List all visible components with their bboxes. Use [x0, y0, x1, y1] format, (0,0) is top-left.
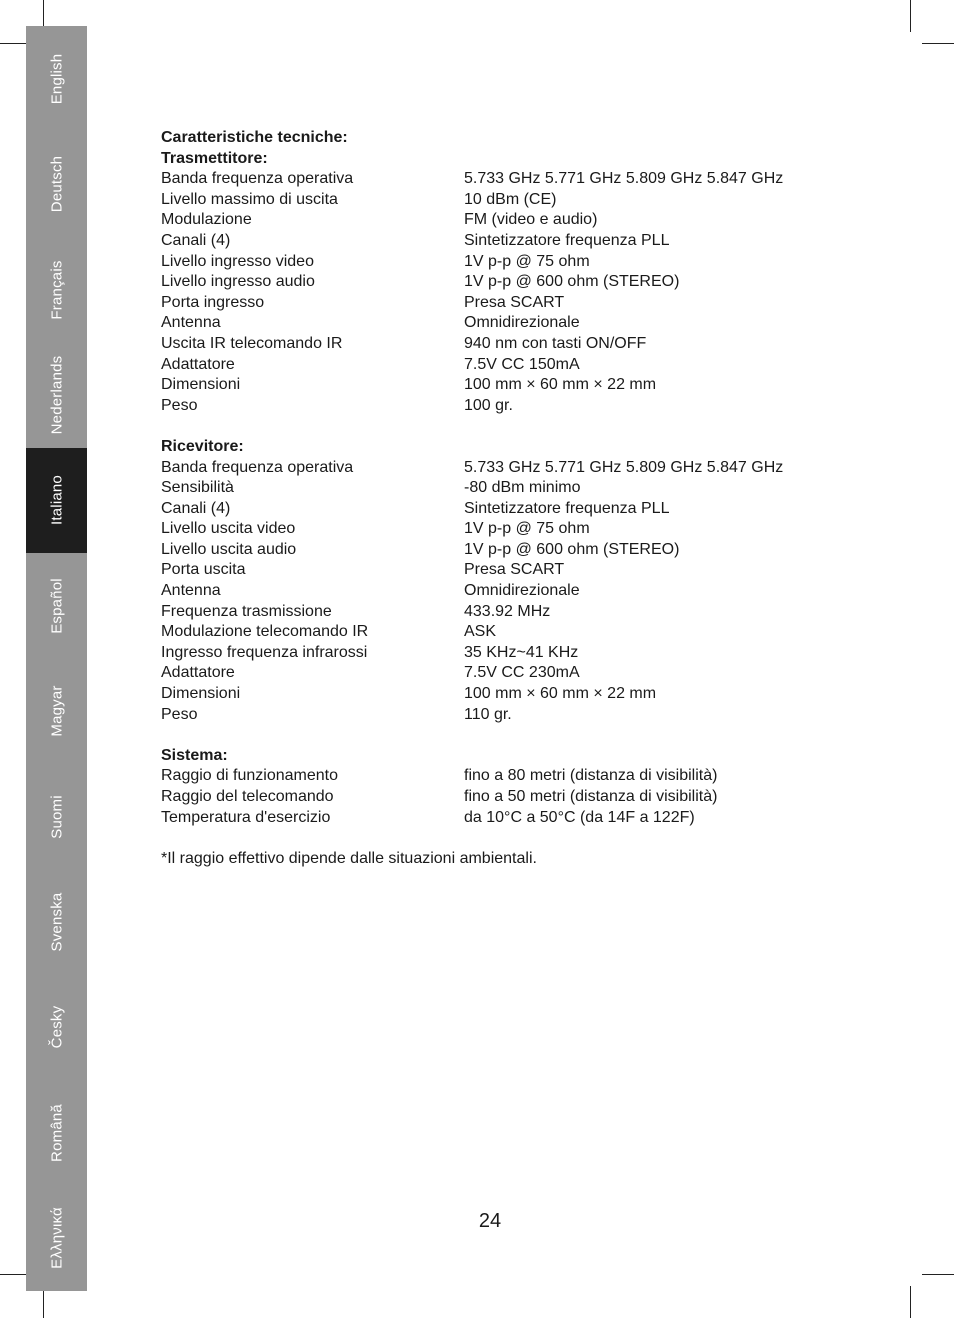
spec-label: Livello uscita video: [161, 520, 296, 538]
spec-document: [161, 128, 861, 869]
lang-tab-label: Svenska: [48, 892, 65, 952]
spec-row: [161, 231, 861, 252]
spec-row: [161, 622, 861, 643]
spec-label: Livello uscita audio: [161, 540, 297, 558]
spec-row: [161, 252, 861, 273]
lang-tab-9[interactable]: [26, 975, 87, 1080]
lang-tab-3[interactable]: [26, 342, 87, 447]
spec-row: [161, 458, 861, 479]
lang-tab-label: Nederlands: [48, 355, 65, 435]
spec-value: 7.5V CC 150mA: [464, 355, 580, 373]
spec-label: Sensibilità: [161, 479, 234, 497]
crop-mark: [922, 43, 954, 44]
spec-value: 5.733 GHz 5.771 GHz 5.809 GHz 5.847 GHz: [464, 170, 784, 188]
document-heading: Caratteristiche tecniche:: [161, 129, 348, 146]
section-title: Sistema:: [161, 746, 228, 764]
spec-value: 1V p-p @ 600 ohm (STEREO): [464, 273, 680, 291]
spec-label: Frequenza trasmissione: [161, 602, 332, 620]
spec-label: Livello ingresso audio: [161, 273, 315, 291]
spec-label: Temperatura d'esercizio: [161, 808, 331, 826]
spec-label: Porta uscita: [161, 561, 246, 579]
spec-row: [161, 602, 861, 623]
spec-value: Sintetizzatore frequenza PLL: [464, 231, 670, 249]
crop-mark: [910, 0, 911, 32]
spec-value: 100 mm × 60 mm × 22 mm: [464, 376, 657, 394]
spec-value: Omnidirezionale: [464, 314, 580, 332]
spec-label: Banda frequenza operativa: [161, 170, 354, 188]
spec-label: Porta ingresso: [161, 293, 265, 311]
section-title: Trasmettitore:: [161, 149, 268, 167]
spec-value: FM (video e audio): [464, 211, 598, 229]
lang-tab-label: Česky: [48, 1006, 65, 1049]
lang-tab-label: English: [48, 53, 65, 105]
lang-tab-label: Română: [48, 1103, 65, 1162]
spec-row: [161, 705, 861, 726]
spec-value: 433.92 MHz: [464, 602, 551, 620]
lang-tab-label: Français: [48, 259, 65, 320]
section-title: Ricevitore:: [161, 437, 244, 455]
spec-value: fino a 50 metri (distanza di visibilità): [464, 788, 718, 805]
spec-section: [161, 746, 861, 828]
spec-label: Peso: [161, 396, 198, 414]
spec-row: [161, 293, 861, 314]
spec-row: [161, 766, 861, 787]
spec-label: Raggio del telecomando: [161, 788, 334, 805]
spec-section: [161, 437, 861, 725]
lang-tab-8[interactable]: [26, 869, 87, 974]
spec-row: [161, 396, 861, 417]
spec-value: fino a 80 metri (distanza di visibilità): [464, 767, 718, 785]
spec-value: 100 gr.: [464, 396, 513, 414]
crop-mark: [910, 1286, 911, 1318]
lang-tab-label: Italiano: [48, 475, 65, 526]
spec-value: 1V p-p @ 75 ohm: [464, 252, 590, 270]
spec-label: Modulazione: [161, 211, 252, 229]
crop-mark: [922, 1274, 954, 1275]
spec-label: Adattatore: [161, 664, 235, 682]
spec-label: Adattatore: [161, 355, 235, 373]
spec-value: 5.733 GHz 5.771 GHz 5.809 GHz 5.847 GHz: [464, 458, 784, 476]
spec-row: [161, 519, 861, 540]
lang-tab-7[interactable]: [26, 764, 87, 869]
spec-label: Canali (4): [161, 231, 231, 249]
spec-value: 100 mm × 60 mm × 22 mm: [464, 685, 657, 703]
spec-value: Presa SCART: [464, 561, 565, 579]
spec-label: Dimensioni: [161, 685, 241, 703]
spec-row: [161, 375, 861, 396]
spec-row: [161, 643, 861, 664]
lang-tab-label: Ελληνικά: [48, 1207, 65, 1270]
spec-row: [161, 684, 861, 705]
lang-tab-label: Suomi: [48, 794, 65, 839]
spec-label: Livello ingresso video: [161, 252, 314, 270]
spec-value: 7.5V CC 230mA: [464, 664, 580, 682]
page-number: 24: [478, 1210, 502, 1232]
spec-label: Modulazione telecomando IR: [161, 623, 369, 641]
lang-tab-0[interactable]: [26, 26, 87, 131]
spec-row: [161, 190, 861, 211]
spec-value: 940 nm con tasti ON/OFF: [464, 334, 647, 352]
spec-value: Sintetizzatore frequenza PLL: [464, 499, 670, 517]
spec-value: 10 dBm (CE): [464, 190, 557, 208]
lang-tab-10[interactable]: [26, 1080, 87, 1185]
spec-row: [161, 355, 861, 376]
spec-row: [161, 334, 861, 355]
spec-row: [161, 663, 861, 684]
spec-row: [161, 560, 861, 581]
spec-section: [161, 149, 861, 417]
spec-value: 110 gr.: [464, 705, 512, 723]
spec-label: Raggio di funzionamento: [161, 767, 339, 785]
spec-value: ASK: [464, 623, 497, 641]
spec-value: 35 KHz~41 KHz: [464, 643, 579, 661]
lang-tab-label: Deutsch: [48, 155, 65, 213]
spec-label: Canali (4): [161, 499, 231, 517]
language-sidebar: [26, 26, 87, 1291]
spec-label: Antenna: [161, 314, 221, 332]
lang-tab-2[interactable]: [26, 237, 87, 342]
lang-tab-5[interactable]: [26, 553, 87, 658]
spec-sections: [161, 149, 861, 829]
spec-value: da 10°C a 50°C (da 14F a 122F): [464, 808, 695, 826]
lang-tab-11[interactable]: [26, 1186, 87, 1291]
spec-row: [161, 808, 861, 829]
lang-tab-label: Magyar: [48, 685, 65, 737]
spec-value: Omnidirezionale: [464, 582, 580, 600]
spec-value: 1V p-p @ 75 ohm: [464, 520, 590, 538]
lang-tab-6[interactable]: [26, 659, 87, 764]
spec-row: [161, 540, 861, 561]
spec-label: Livello massimo di uscita: [161, 190, 338, 208]
spec-row: [161, 787, 861, 808]
spec-row: [161, 210, 861, 231]
spec-row: [161, 478, 861, 499]
spec-label: Banda frequenza operativa: [161, 458, 354, 476]
spec-label: Antenna: [161, 582, 221, 600]
spec-value: Presa SCART: [464, 293, 565, 311]
spec-row: [161, 169, 861, 190]
spec-label: Uscita IR telecomando IR: [161, 334, 343, 352]
spec-row: [161, 272, 861, 293]
spec-row: [161, 313, 861, 334]
lang-tab-1[interactable]: [26, 131, 87, 236]
spec-label: Dimensioni: [161, 376, 241, 394]
spec-value: -80 dBm minimo: [464, 479, 581, 497]
spec-label: Ingresso frequenza infrarossi: [161, 643, 368, 661]
spec-label: Peso: [161, 705, 198, 723]
spec-row: [161, 499, 861, 520]
lang-tab-4[interactable]: [26, 448, 87, 553]
spec-row: [161, 581, 861, 602]
footnote: *Il raggio effettivo dipende dalle situazioni ambientali.: [161, 849, 537, 867]
lang-tab-label: Español: [48, 577, 65, 634]
spec-value: 1V p-p @ 600 ohm (STEREO): [464, 540, 680, 558]
